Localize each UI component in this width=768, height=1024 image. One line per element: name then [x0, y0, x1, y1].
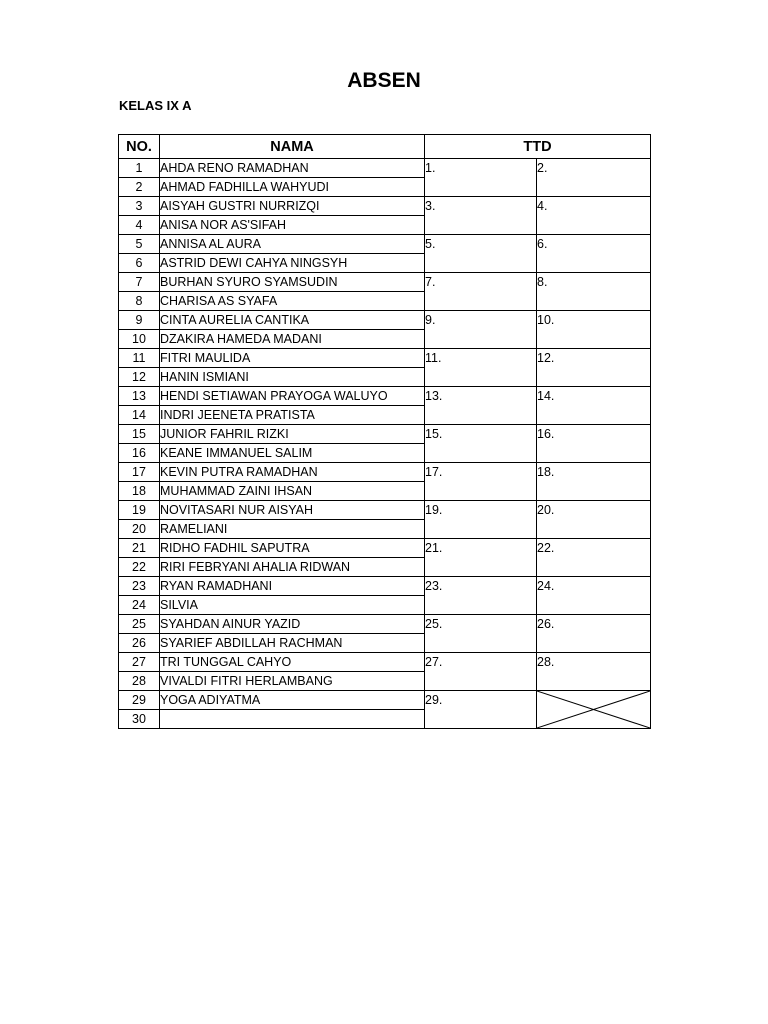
row-number: 3 — [119, 197, 160, 216]
student-name: AHMAD FADHILLA WAHYUDI — [160, 178, 425, 197]
signature-slot-left: 11. — [425, 349, 537, 387]
table-row — [119, 425, 651, 444]
student-name: ANISA NOR AS'SIFAH — [160, 216, 425, 235]
student-name: JUNIOR FAHRIL RIZKI — [160, 425, 425, 444]
signature-slot-left: 29. — [425, 691, 537, 729]
row-number: 25 — [119, 615, 160, 634]
signature-slot-right: 26. — [537, 615, 651, 653]
student-name: FITRI MAULIDA — [160, 349, 425, 368]
signature-slot-left: 3. — [425, 197, 537, 235]
student-name: RYAN RAMADHANI — [160, 577, 425, 596]
student-name: VIVALDI FITRI HERLAMBANG — [160, 672, 425, 691]
table-row — [119, 311, 651, 330]
row-number: 7 — [119, 273, 160, 292]
table-row — [119, 691, 651, 710]
table-row — [119, 387, 651, 406]
row-number: 9 — [119, 311, 160, 330]
student-name: NOVITASARI NUR AISYAH — [160, 501, 425, 520]
row-number: 4 — [119, 216, 160, 235]
table-row — [119, 349, 651, 368]
signature-slot-left: 21. — [425, 539, 537, 577]
student-name: CINTA AURELIA CANTIKA — [160, 311, 425, 330]
row-number: 20 — [119, 520, 160, 539]
student-name: TRI TUNGGAL CAHYO — [160, 653, 425, 672]
student-name — [160, 710, 425, 729]
student-name: AHDA RENO RAMADHAN — [160, 159, 425, 178]
row-number: 12 — [119, 368, 160, 387]
student-name: RIDHO FADHIL SAPUTRA — [160, 539, 425, 558]
class-label: KELAS IX A — [119, 98, 192, 113]
signature-slot-right: 6. — [537, 235, 651, 273]
row-number: 17 — [119, 463, 160, 482]
signature-slot-right: 20. — [537, 501, 651, 539]
table-row — [119, 273, 651, 292]
student-name: RIRI FEBRYANI AHALIA RIDWAN — [160, 558, 425, 577]
table-row — [119, 615, 651, 634]
table-body — [119, 159, 651, 729]
student-name: HANIN ISMIANI — [160, 368, 425, 387]
row-number: 14 — [119, 406, 160, 425]
row-number: 24 — [119, 596, 160, 615]
row-number: 2 — [119, 178, 160, 197]
table-row — [119, 159, 651, 178]
student-name: CHARISA AS SYAFA — [160, 292, 425, 311]
student-name: BURHAN SYURO SYAMSUDIN — [160, 273, 425, 292]
signature-slot-right: 12. — [537, 349, 651, 387]
row-number: 10 — [119, 330, 160, 349]
table-row — [119, 197, 651, 216]
student-name: DZAKIRA HAMEDA MADANI — [160, 330, 425, 349]
student-name: INDRI JEENETA PRATISTA — [160, 406, 425, 425]
signature-slot-left: 27. — [425, 653, 537, 691]
header-no: NO. — [119, 135, 160, 159]
table-row — [119, 235, 651, 254]
student-name: ASTRID DEWI CAHYA NINGSYH — [160, 254, 425, 273]
signature-slot-right: 24. — [537, 577, 651, 615]
student-name: SYARIEF ABDILLAH RACHMAN — [160, 634, 425, 653]
student-name: SYAHDAN AINUR YAZID — [160, 615, 425, 634]
row-number: 30 — [119, 710, 160, 729]
row-number: 13 — [119, 387, 160, 406]
row-number: 8 — [119, 292, 160, 311]
signature-slot-left: 13. — [425, 387, 537, 425]
row-number: 29 — [119, 691, 160, 710]
table-row — [119, 463, 651, 482]
row-number: 22 — [119, 558, 160, 577]
row-number: 5 — [119, 235, 160, 254]
signature-slot-right: 4. — [537, 197, 651, 235]
row-number: 26 — [119, 634, 160, 653]
table-row — [119, 539, 651, 558]
signature-slot-left: 15. — [425, 425, 537, 463]
student-name: ANNISA AL AURA — [160, 235, 425, 254]
header-ttd: TTD — [425, 135, 651, 159]
row-number: 27 — [119, 653, 160, 672]
row-number: 19 — [119, 501, 160, 520]
signature-slot-right: 8. — [537, 273, 651, 311]
table-row — [119, 653, 651, 672]
page-title: ABSEN — [347, 69, 421, 92]
row-number: 18 — [119, 482, 160, 501]
signature-slot-left: 23. — [425, 577, 537, 615]
row-number: 23 — [119, 577, 160, 596]
signature-slot-left: 19. — [425, 501, 537, 539]
signature-slot-right: 14. — [537, 387, 651, 425]
signature-slot-right: 22. — [537, 539, 651, 577]
signature-slot-left: 7. — [425, 273, 537, 311]
cross-out-icon-shape — [537, 691, 650, 728]
table-row — [119, 577, 651, 596]
row-number: 11 — [119, 349, 160, 368]
student-name: YOGA ADIYATMA — [160, 691, 425, 710]
signature-slot-left: 1. — [425, 159, 537, 197]
student-name: SILVIA — [160, 596, 425, 615]
row-number: 28 — [119, 672, 160, 691]
table-row — [119, 501, 651, 520]
table-header-row — [119, 135, 651, 159]
row-number: 21 — [119, 539, 160, 558]
attendance-table — [118, 134, 651, 729]
row-number: 16 — [119, 444, 160, 463]
signature-slot-right: 2. — [537, 159, 651, 197]
student-name: KEANE IMMANUEL SALIM — [160, 444, 425, 463]
header-nama: NAMA — [160, 135, 425, 159]
signature-slot-right: 16. — [537, 425, 651, 463]
signature-slot-left: 25. — [425, 615, 537, 653]
row-number: 15 — [119, 425, 160, 444]
signature-slot-left: 9. — [425, 311, 537, 349]
student-name: HENDI SETIAWAN PRAYOGA WALUYO — [160, 387, 425, 406]
signature-slot-right: 18. — [537, 463, 651, 501]
signature-slot-left: 17. — [425, 463, 537, 501]
cross-out-icon — [537, 691, 651, 729]
student-name: RAMELIANI — [160, 520, 425, 539]
signature-slot-right: 28. — [537, 653, 651, 691]
student-name: KEVIN PUTRA RAMADHAN — [160, 463, 425, 482]
student-name: AISYAH GUSTRI NURRIZQI — [160, 197, 425, 216]
signature-slot-left: 5. — [425, 235, 537, 273]
row-number: 6 — [119, 254, 160, 273]
row-number: 1 — [119, 159, 160, 178]
signature-slot-right: 10. — [537, 311, 651, 349]
student-name: MUHAMMAD ZAINI IHSAN — [160, 482, 425, 501]
